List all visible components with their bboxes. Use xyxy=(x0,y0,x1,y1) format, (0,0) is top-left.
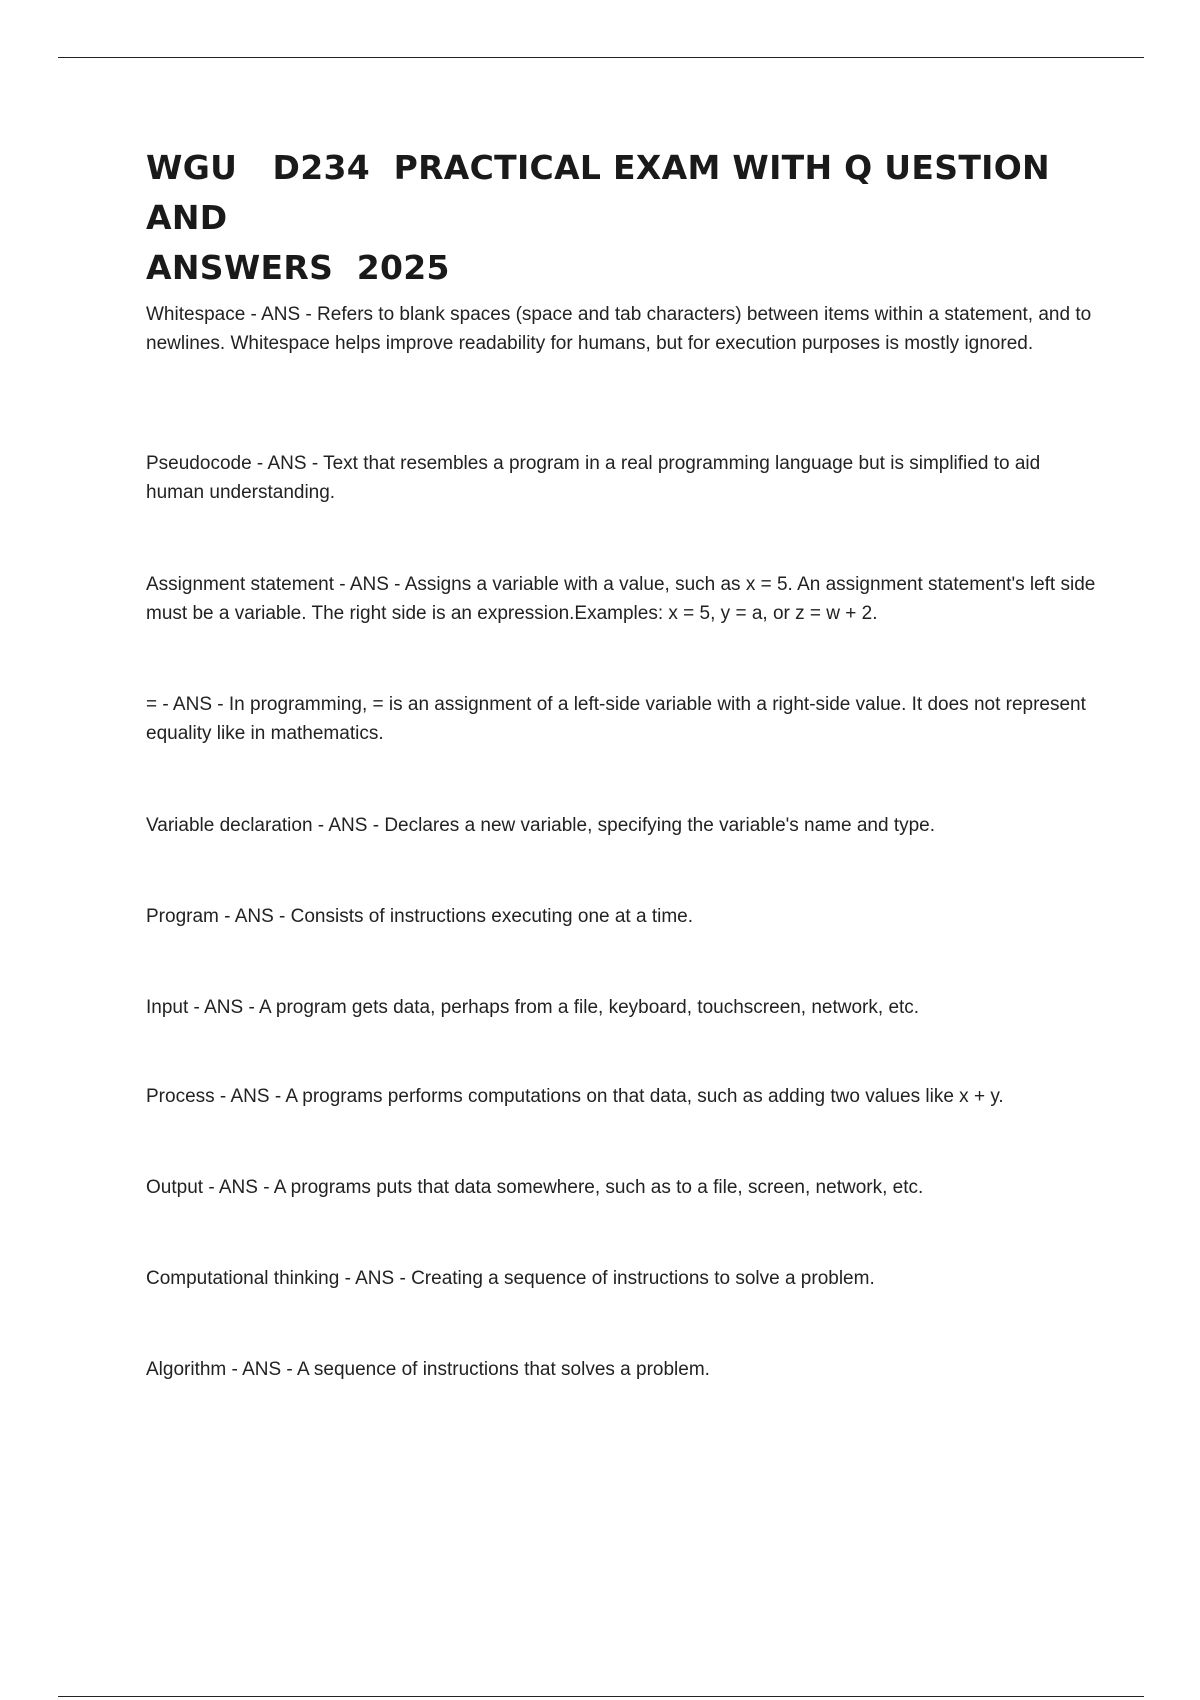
title-line-1: WGU D234 PRACTICAL EXAM WITH Q UESTION AND xyxy=(146,148,1062,237)
qa-entry-output: Output - ANS - A programs puts that data somewhere, such as to a file, screen, network, etc. xyxy=(146,1177,924,1198)
title-line-2: ANSWERS 2025 xyxy=(146,248,450,287)
qa-entry-equals-operator: = - ANS - In programming, = is an assignment of a left-side variable with a right-side value. It does not represent equality like in mathematics. xyxy=(146,694,1086,744)
document-title xyxy=(146,143,1086,293)
qa-entry-program: Program - ANS - Consists of instructions executing one at a time. xyxy=(146,906,694,927)
qa-entry-whitespace: Whitespace - ANS - Refers to blank spaces (space and tab characters) between items within a statement, and to newlines. Whitespace helps improve readability for humans, but for execution purposes is mostly ignored. xyxy=(146,304,1092,354)
qa-entry-variable-declaration: Variable declaration - ANS - Declares a new variable, specifying the variable's name and type. xyxy=(146,815,936,836)
qa-entry-algorithm: Algorithm - ANS - A sequence of instructions that solves a problem. xyxy=(146,1359,710,1380)
qa-entry-assignment-statement: Assignment statement - ANS - Assigns a variable with a value, such as x = 5. An assignment statement's left side must be a variable. The right side is an expression.Examples: x = 5, y = a, or z = w + 2. xyxy=(146,574,1096,624)
qa-entry-computational-thinking: Computational thinking - ANS - Creating a sequence of instructions to solve a problem. xyxy=(146,1268,875,1289)
qa-entry-input: Input - ANS - A program gets data, perhaps from a file, keyboard, touchscreen, network, etc. xyxy=(146,997,920,1018)
header-divider xyxy=(58,57,1144,58)
qa-entry-pseudocode: Pseudocode - ANS - Text that resembles a program in a real programming language but is simplified to aid human understanding. xyxy=(146,453,1041,503)
footer-divider xyxy=(58,1696,1144,1697)
qa-entry-process: Process - ANS - A programs performs computations on that data, such as adding two values like x + y. xyxy=(146,1086,1004,1107)
